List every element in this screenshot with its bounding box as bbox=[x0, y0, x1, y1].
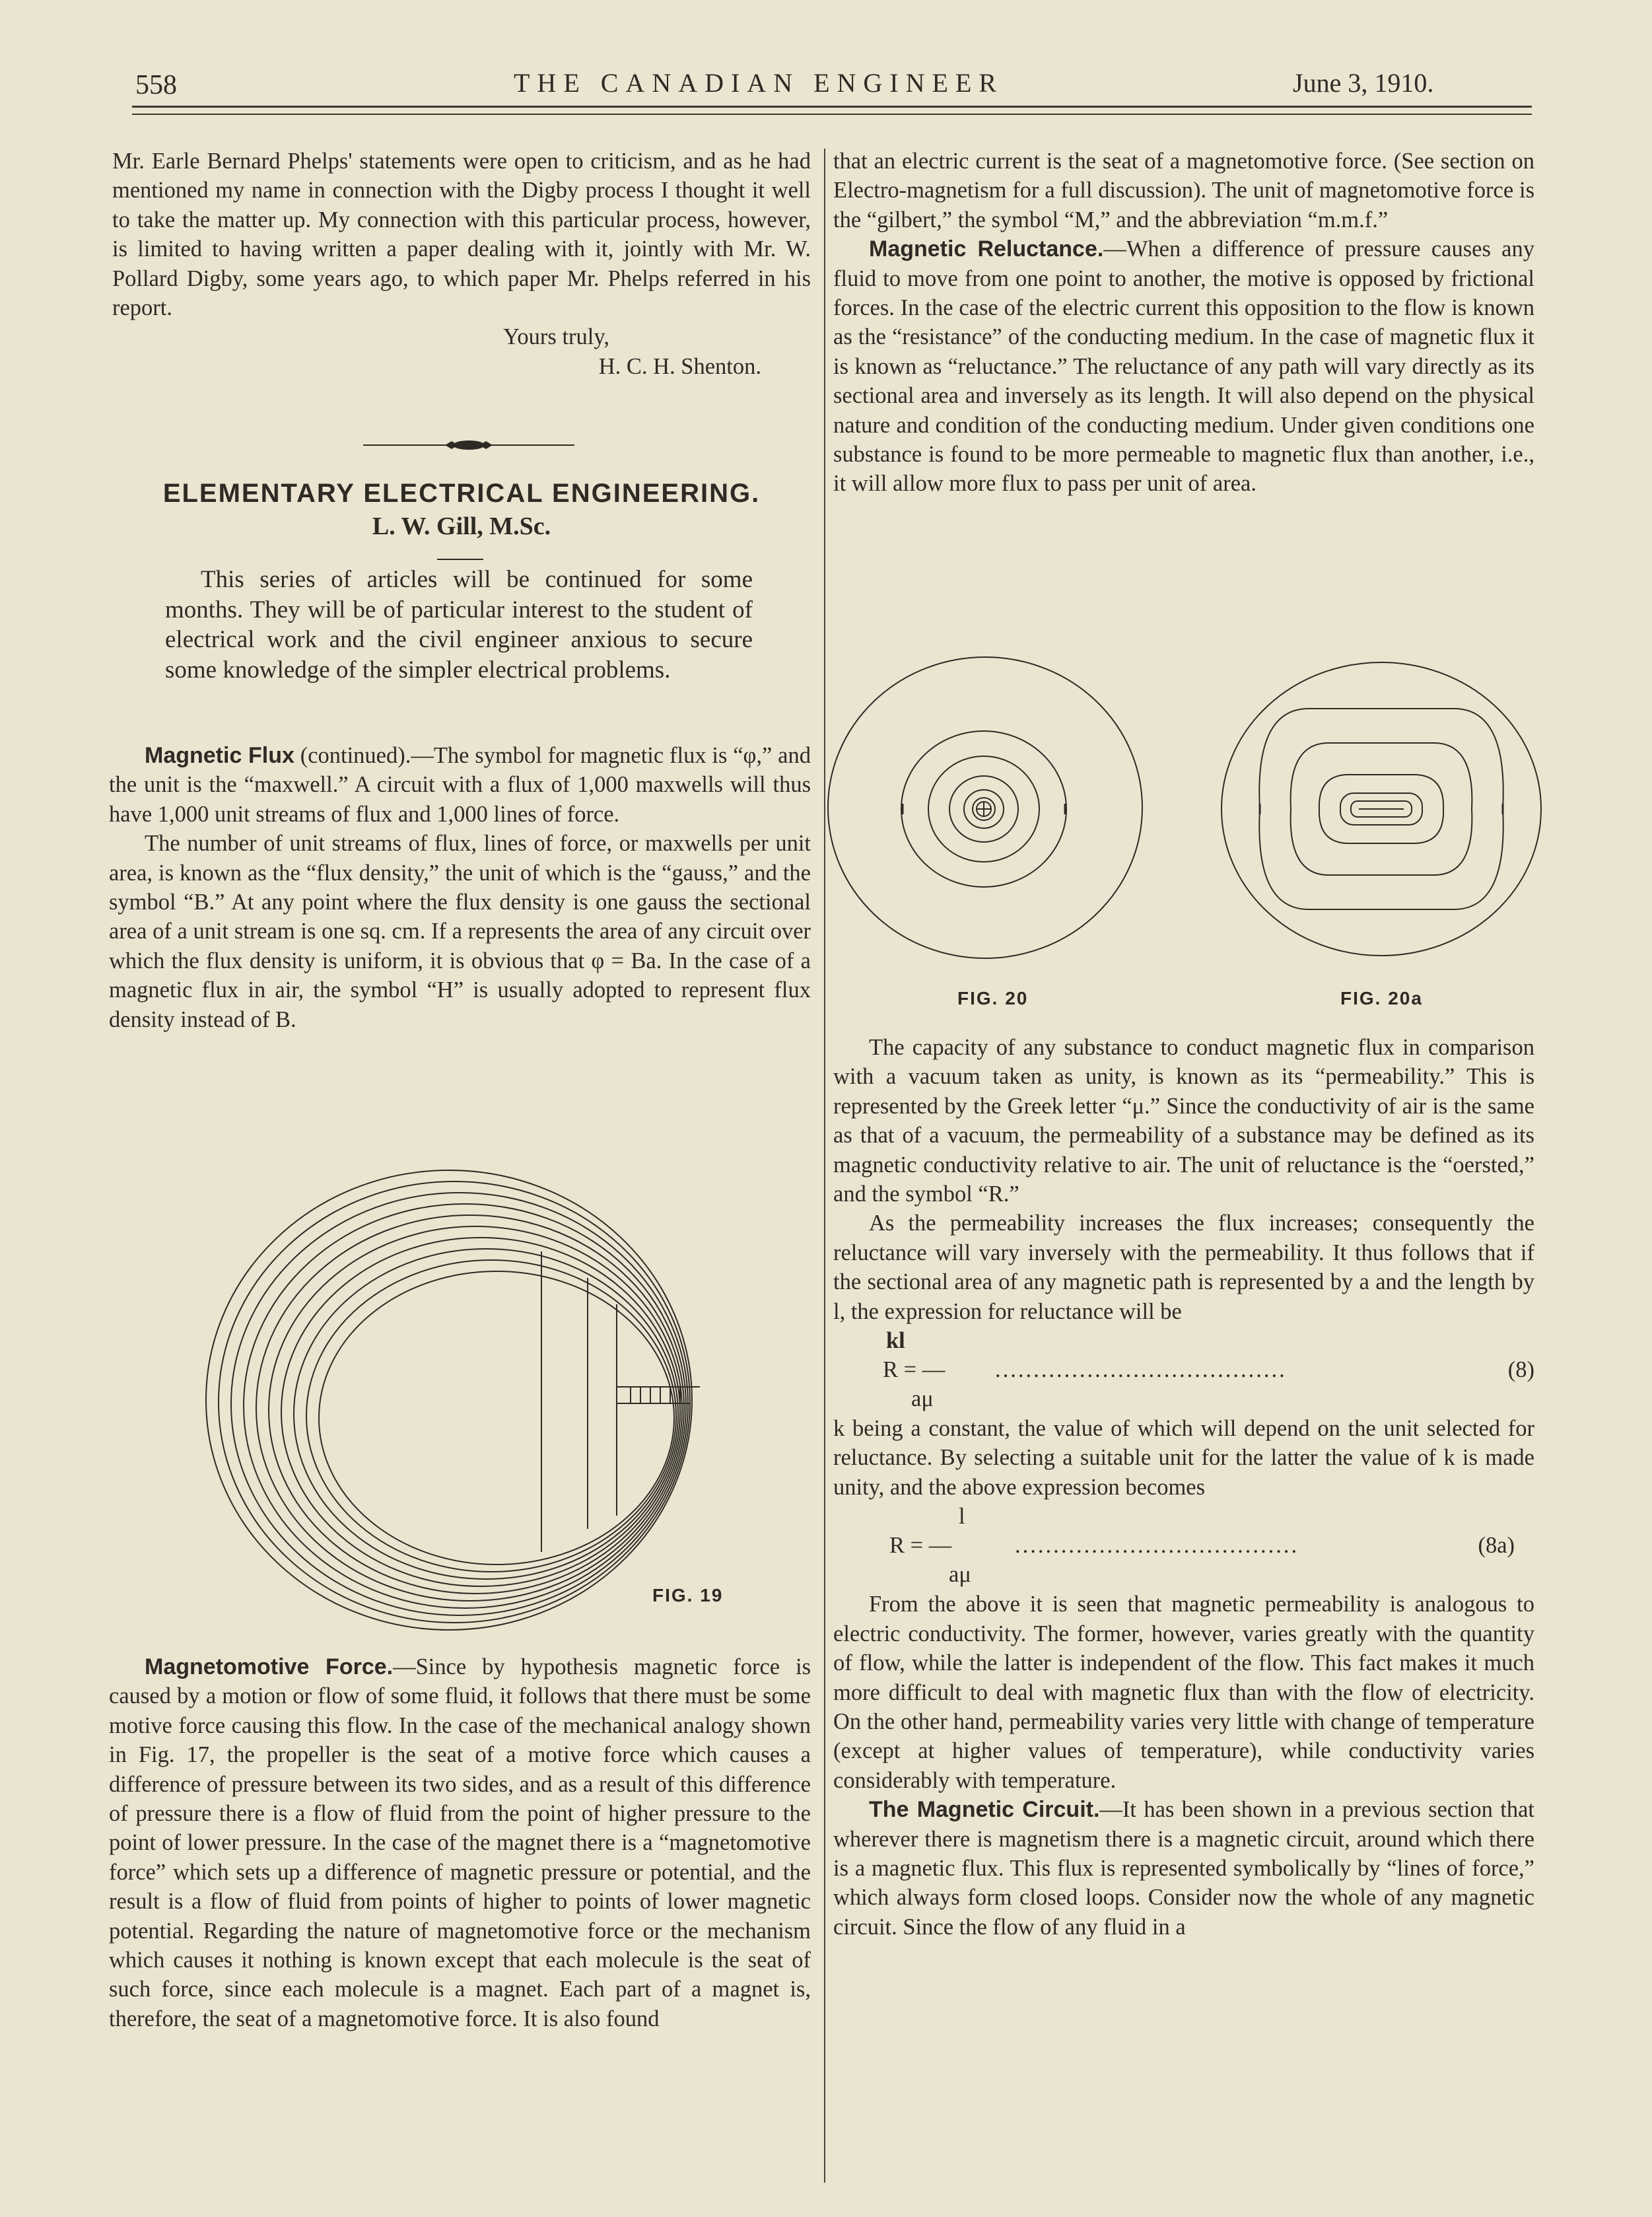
paragraph-flux-density: The number of unit streams of flux, lines of force, or maxwells per unit area, is known as the “flux density,” the unit of which is the “gauss,” and the symbol “B.” At any point where the flux density is one gauss the sectional area of a unit stream is one sq. cm. If a represents the area of any circuit over which the flux density is uniform, it is obvious that φ = Ba. In the case of a magnetic flux in air, the symbol “H” is usually adopted to represent flux density instead of B. bbox=[109, 831, 811, 1032]
formula-8-ref: (8) bbox=[1507, 1357, 1534, 1383]
left-column-lower bbox=[109, 1652, 811, 2033]
paragraph-permeability: The capacity of any substance to conduct magnetic flux in comparison with a vacuum taken as unity, is known as its “permeability.” This is represented by the Greek letter “μ.” Since the conductivity of air is the same as that of a vacuum, the permeability of a substance may be defined as its magnetic conductivity relative to air. The unit of reluctance is the “oersted,” and the symbol “R.” bbox=[833, 1035, 1534, 1207]
paragraph-magnetic-flux: (continued).—The symbol for magnetic flux is “φ,” and the unit is the “maxwell.” A circuit with a flux of 1,000 maxwells will thus have 1,000 unit streams of flux and 1,000 lines of force. bbox=[109, 743, 811, 827]
heading-magnetic-flux: Magnetic Flux bbox=[145, 743, 294, 768]
heading-magnetic-circuit: The Magnetic Circuit. bbox=[869, 1797, 1100, 1823]
series-note bbox=[165, 565, 753, 685]
article-title: ELEMENTARY ELECTRICAL ENGINEERING. bbox=[162, 479, 761, 508]
figure-20-label: FIG. 20 bbox=[957, 988, 1029, 1008]
paragraph-mmf-continued: that an electric current is the seat of a magnetomotive force. (See section on Electro-magnetism for a full discussion). The unit of magnetomotive force is the “gilbert,” the symbol “M,” and the abbreviation “m.m.f.” bbox=[833, 149, 1534, 232]
left-column-upper bbox=[109, 741, 811, 1034]
formula-8a-lhs: R = — bbox=[889, 1533, 952, 1559]
series-note-text: This series of articles will be continued for some months. They will be of particular interest to the student of electrical work and the civil engineer anxious to secure some knowledge of the simpler electrical problems. bbox=[165, 566, 753, 684]
paragraph-magnetic-circuit: —It has been shown in a previous section that wherever there is magnetism there is a magnetic circuit, around which there is a magnetic flux. This flux is represented symbolically by “lines of force,” which always form closed loops. Consider now the whole of any magnetic circuit. Since the flow of any fluid in a bbox=[833, 1797, 1534, 1940]
ornament-divider bbox=[363, 437, 574, 453]
formula-8-numerator: kl bbox=[886, 1328, 905, 1354]
letter-body: Mr. Earle Bernard Phelps' statements were open to criticism, and as he had mentioned my name in connection with the Digby process I thought it well to take the matter up. My connection with this particular process, however, is limited to having written a paper dealing with it, jointly with Mr. W. Pollard Digby, some years ago, to which paper Mr. Phelps referred in his report. bbox=[112, 149, 811, 321]
right-column-lower bbox=[833, 1033, 1534, 1942]
figure-19-diagram bbox=[198, 1146, 726, 1641]
formula-8a-dots: ..................................... bbox=[1015, 1533, 1299, 1559]
right-column-upper bbox=[833, 147, 1534, 499]
formula-8-denominator: aμ bbox=[911, 1386, 934, 1412]
formula-8 bbox=[833, 1326, 1534, 1414]
heading-magnetic-reluctance: Magnetic Reluctance. bbox=[869, 236, 1104, 262]
formula-8a-denominator: aμ bbox=[949, 1562, 971, 1588]
author-rule bbox=[437, 559, 483, 560]
paragraph-reluctance-expression: As the permeability increases the flux increases; consequently the reluctance will vary inversely with the permeability. It thus follows that if the sectional area of any magnetic path is represented by a and the length by l, the expression for reluctance will be bbox=[833, 1211, 1534, 1324]
header-rule bbox=[132, 106, 1532, 108]
paragraph-constant-k: k being a constant, the value of which will depend on the unit selected for reluctance. By selecting a suitable unit for the latter the value of k is made unity, and the above expression becomes bbox=[833, 1416, 1534, 1500]
letter-signature: H. C. H. Shenton. bbox=[598, 353, 761, 379]
issue-date: June 3, 1910. bbox=[1293, 68, 1434, 98]
formula-8a bbox=[833, 1502, 1534, 1590]
figure-20-diagram bbox=[825, 637, 1545, 994]
formula-8a-numerator: l bbox=[959, 1504, 965, 1530]
journal-title: THE CANADIAN ENGINEER bbox=[514, 68, 1004, 98]
formula-8-dots: ...................................... bbox=[995, 1357, 1287, 1383]
article-author: L. W. Gill, M.Sc. bbox=[372, 512, 551, 540]
header-rule-thin bbox=[132, 114, 1532, 115]
paragraph-magnetomotive-force: —Since by hypothesis magnetic force is caused by a motion or flow of some fluid, it follows that there must be some motive force causing this flow. In the case of the mechanical analogy shown in Fig. 17, the propeller is the seat of a motive force which causes a difference of pressure between its two sides, and as a result of this difference of pressure there is a flow of fluid from the point of higher pressure to the point of lower pressure. In the case of the magnet there is a “magnetomotive force” which sets up a difference of magnetic pressure or potential, and the result is a flow of fluid from points of higher to points of lower magnetic potential. Regarding the nature of magnetomotive force or the mechanism which causes it nothing is known except that each molecule is the seat of such force, since each molecule is a magnet. Each part of a magnet is, therefore, the seat of a magnetomotive force. It is also found bbox=[109, 1654, 811, 2031]
paragraph-permeability-analogy: From the above it is seen that magnetic permeability is analogous to electric conductivity. The former, however, varies greatly with the quantity of flow, while the latter is independent of the flow. This fact makes it much more difficult to deal with magnetic flux than with the flow of electricity. On the other hand, permeability varies very little with change of temperature (except at higher values of temperature), while conductivity varies considerably with temperature. bbox=[833, 1592, 1534, 1793]
figure-20a-label: FIG. 20a bbox=[1340, 988, 1423, 1008]
letter bbox=[112, 147, 811, 381]
letter-closing: Yours truly, bbox=[502, 324, 609, 350]
formula-8a-ref: (8a) bbox=[1478, 1533, 1515, 1559]
paragraph-magnetic-reluctance: —When a difference of pressure causes any fluid to move from one point to another, the motive is opposed by frictional forces. In the case of the electric current this opposition to the flow is known as the “resistance” of the conducting medium. In the case of magnetic flux it is known as “reluctance.” The reluctance of any path will vary directly as its sectional area and inversely as its length. It will also depend on the physical nature and condition of the conducting medium. Under given conditions one substance is found to be more permeable to magnetic flux than another, i.e., it will allow more flux to pass per unit of area. bbox=[833, 236, 1534, 497]
figure-19-label: FIG. 19 bbox=[652, 1585, 724, 1605]
formula-8-lhs: R = — bbox=[883, 1357, 946, 1383]
column-divider bbox=[824, 149, 825, 2183]
page-number: 558 bbox=[135, 70, 177, 100]
heading-magnetomotive-force: Magnetomotive Force. bbox=[145, 1654, 394, 1679]
